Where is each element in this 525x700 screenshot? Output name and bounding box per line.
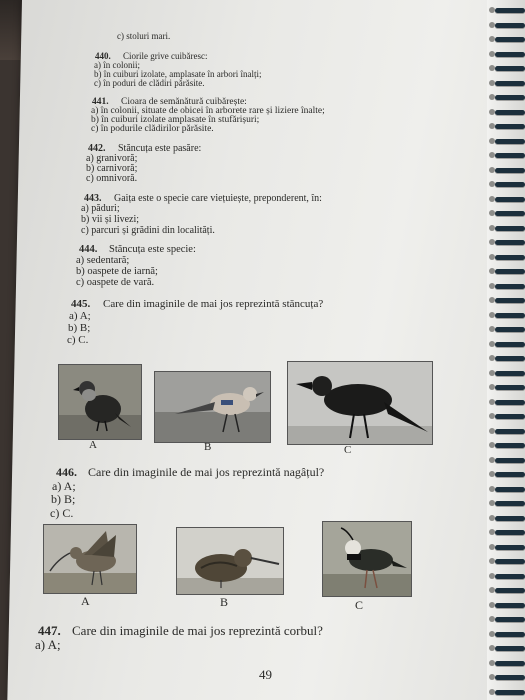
raven-illustration [288,362,432,444]
woodcock-illustration [177,528,283,594]
spiral-coil [495,588,525,593]
binding-hole [489,268,495,274]
binding-hole [489,544,495,550]
spiral-coil [495,240,525,245]
binding-hole [489,22,495,28]
binding-hole [489,152,495,158]
binding-hole [489,602,495,608]
question-443-number: 443. [84,193,102,204]
binding-hole [489,689,495,695]
spiral-coil [495,110,525,115]
spiral-coil [495,516,525,521]
binding-hole [489,239,495,245]
binding-hole [489,573,495,579]
question-441-text: Cioara de semănătură cuibărește: [121,97,247,107]
binding-hole [489,80,495,86]
binding-hole [489,123,495,129]
bird-photo-jay [154,371,271,443]
binding-hole [489,529,495,535]
option-439-c: c) stoluri mari. [117,31,171,41]
binding-hole [489,631,495,637]
spiral-coil [495,342,525,347]
option-442-b: b) carnivoră; [86,163,138,174]
binding-hole [489,370,495,376]
spiral-coil [495,124,525,129]
question-446-number: 446. [56,465,77,479]
bird-photo-curlew [43,524,137,594]
spiral-coil [495,313,525,318]
spiral-coil [495,255,525,260]
spiral-coil [495,371,525,376]
bird-photo-raven [287,361,433,445]
image-label-c-2: C [355,598,364,612]
option-446-c: c) C. [50,506,74,520]
option-446-b: b) B; [51,492,76,506]
curlew-illustration [44,525,136,593]
option-444-a: a) sedentară; [76,255,130,266]
option-443-b: b) vii și livezi; [81,214,140,225]
option-445-c: c) C. [67,334,89,346]
spiral-coil [495,472,525,477]
spiral-coil [495,574,525,579]
binding-hole [489,428,495,434]
option-440-a: a) în colonii; [94,60,140,70]
image-label-b-2: B [220,595,229,609]
spiral-coil [495,139,525,144]
binding-hole [489,645,495,651]
option-441-c: c) în podurile clădirilor părăsite. [91,124,214,134]
spiral-coil [495,646,525,651]
spiral-coil [495,559,525,564]
binding-hole [489,399,495,405]
binding-hole [489,181,495,187]
bird-photo-woodcock [176,527,284,595]
binding-hole [489,109,495,115]
spiral-coil [495,211,525,216]
question-442-text: Stăncuța este pasăre: [118,143,202,154]
option-444-b: b) oaspete de iarnă; [76,266,158,277]
option-443-a: a) păduri; [81,203,120,214]
binding-hole [489,674,495,680]
binding-hole [489,94,495,100]
spiral-coil [495,617,525,622]
option-442-c: c) omnivoră. [86,173,138,184]
spiral-coil [495,37,525,42]
spiral-coil [495,23,525,28]
spiral-coil [495,690,525,695]
binding-hole [489,413,495,419]
lapwing-illustration [323,522,411,596]
question-442-number: 442. [88,143,106,154]
spiral-coil [495,400,525,405]
option-441-b: b) în cuiburi izolate amplasate în stufărișuri; [91,115,260,125]
question-444-text: Stăncuța este specie: [109,244,196,255]
binding-hole [489,51,495,57]
binding-hole [489,384,495,390]
spiral-coil [495,414,525,419]
binding-hole [489,558,495,564]
binding-hole [489,500,495,506]
spiral-coil [495,458,525,463]
spiral-coil [495,327,525,332]
spiral-coil [495,632,525,637]
option-444-c: c) oaspete de vară. [76,277,155,288]
binding-hole [489,616,495,622]
bird-photo-jackdaw [58,364,142,440]
binding-hole [489,457,495,463]
question-443-text: Gaița este o specie care viețuiește, preponderent, în: [114,193,322,204]
binding-hole [489,225,495,231]
binding-hole [489,587,495,593]
binding-hole [489,254,495,260]
binding-hole [489,660,495,666]
question-445-text: Care din imaginile de mai jos reprezintă stăncuța? [103,298,324,310]
option-440-c: c) în poduri de clădiri părăsite. [94,78,205,88]
jackdaw-illustration [59,365,141,439]
spiral-coil [495,603,525,608]
spiral-coil [495,95,525,100]
spiral-coil [495,182,525,187]
question-441-number: 441. [92,97,109,107]
spiral-coil [495,385,525,390]
spiral-coil [495,226,525,231]
binding-hole [489,486,495,492]
image-label-b: B [204,441,212,453]
binding-hole [489,341,495,347]
spiral-coil [495,501,525,506]
binding-hole [489,355,495,361]
spiral-coil [495,298,525,303]
image-label-a: A [89,439,97,451]
spiral-coil [495,81,525,86]
question-444-number: 444. [79,244,98,255]
spiral-coil [495,197,525,202]
spiral-coil [495,675,525,680]
binding-hole [489,297,495,303]
option-447-a: a) A; [35,637,61,652]
spiral-coil [495,153,525,158]
option-442-a: a) granivoră; [86,153,138,164]
binding-hole [489,326,495,332]
question-440-text: Ciorile grive cuibăresc: [123,51,208,61]
option-445-a: a) A; [69,310,91,322]
spiral-coil [495,269,525,274]
spiral-coil [495,443,525,448]
spiral-coil [495,429,525,434]
spiral-coil [495,66,525,71]
spiral-coil [495,8,525,13]
binding-hole [489,196,495,202]
page-number: 49 [259,667,272,682]
spiral-binding [487,0,525,700]
image-label-c: C [344,444,352,456]
spiral-coil [495,545,525,550]
option-441-a: a) în colonii, situate de obicei în arborete rare și liziere înalte; [91,106,325,116]
binding-hole [489,471,495,477]
spiral-coil [495,530,525,535]
image-label-a-2: A [81,594,90,608]
spiral-coil [495,661,525,666]
question-447-text: Care din imaginile de mai jos reprezintă corbul? [72,623,323,638]
spiral-coil [495,284,525,289]
binding-hole [489,283,495,289]
binding-hole [489,36,495,42]
binding-hole [489,312,495,318]
binding-hole [489,7,495,13]
binding-hole [489,210,495,216]
spiral-coil [495,52,525,57]
option-443-c: c) parcuri și grădini din localități. [81,225,215,236]
question-440-number: 440. [95,51,111,61]
question-445-number: 445. [71,298,91,310]
binding-hole [489,65,495,71]
jay-illustration [155,372,270,442]
binding-hole [489,442,495,448]
option-440-b: b) în cuiburi izolate, amplasate în arbori înalți; [94,69,262,79]
question-447-number: 447. [38,623,61,638]
binding-hole [489,138,495,144]
spiral-coil [495,487,525,492]
spiral-coil [495,356,525,361]
bird-photo-lapwing [322,521,412,597]
option-446-a: a) A; [52,479,76,493]
spiral-coil [495,168,525,173]
binding-hole [489,167,495,173]
question-446-text: Care din imaginile de mai jos reprezintă nagâțul? [88,465,325,479]
binding-hole [489,515,495,521]
option-445-b: b) B; [68,322,91,334]
